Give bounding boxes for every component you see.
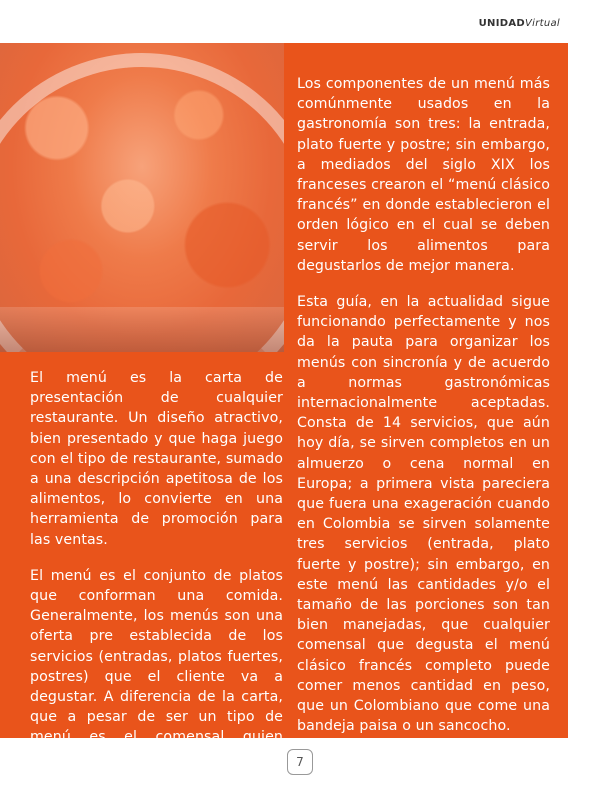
paragraph-menu-components: Los componentes de un menú más comúnmente usados en la gastronomía son tres: la entrada, plato fuerte y postre; sin embargo, a mediados del siglo XIX los franceses crearon el “menú clásico francés” en donde establecieron el orden lógico en el cual se deben servir los alimentos para degustarlos de mejor manera. — [297, 76, 550, 274]
bowl-base — [0, 307, 284, 352]
right-column — [297, 74, 550, 753]
paragraph-classic-french-menu: Esta guía, en la actualidad sigue funcionando perfectamente y nos da la pauta para organizar los menús con sincronía y de acuerdo a normas gastronómicas internacionalmente aceptadas. Consta de 14 servicios, que aún hoy día, se sirven completos en un almuerzo o cena normal en Europa; a primera vista pareciera que fuera una exageración cuando en Colombia se sirven solamente tres servicios (entrada, plato fuerte y postre); sin embargo, en este menú las cantidades y/o el tamaño de las porciones son tan bien manejadas, que cualquier comensal que degusta el menú clásico francés completo puede comer menos cantidad en peso, que un Colombiano que come una bandeja paisa o un sancocho. — [297, 294, 550, 735]
paragraph-menu-definition: El menú es el conjunto de platos que conforman una comida. Generalmente, los menús son una oferta pre establecida de los servicios (entradas, platos fuertes, postres) que el cliente va a degustar. A diferencia de la carta, que a pesar de ser un tipo de menú es el comensal quien elabora o diseña su ingesta. — [30, 567, 283, 766]
paragraph-menu-presentation: El menú es la carta de presentación de cualquier restaurante. Un diseño atractivo, bien presentado y que haga juego con el tipo de restaurante, sumado a una descripción apetitosa de los alimentos, lo convierte en una herramienta de promoción para las ventas. — [30, 370, 283, 548]
brand-logo — [479, 18, 560, 29]
left-column — [30, 368, 283, 784]
page-number: 7 — [287, 749, 313, 775]
brand-italic: Virtual — [525, 18, 560, 29]
brand-bold: UNIDAD — [478, 18, 525, 29]
sauce-photo — [0, 43, 284, 352]
